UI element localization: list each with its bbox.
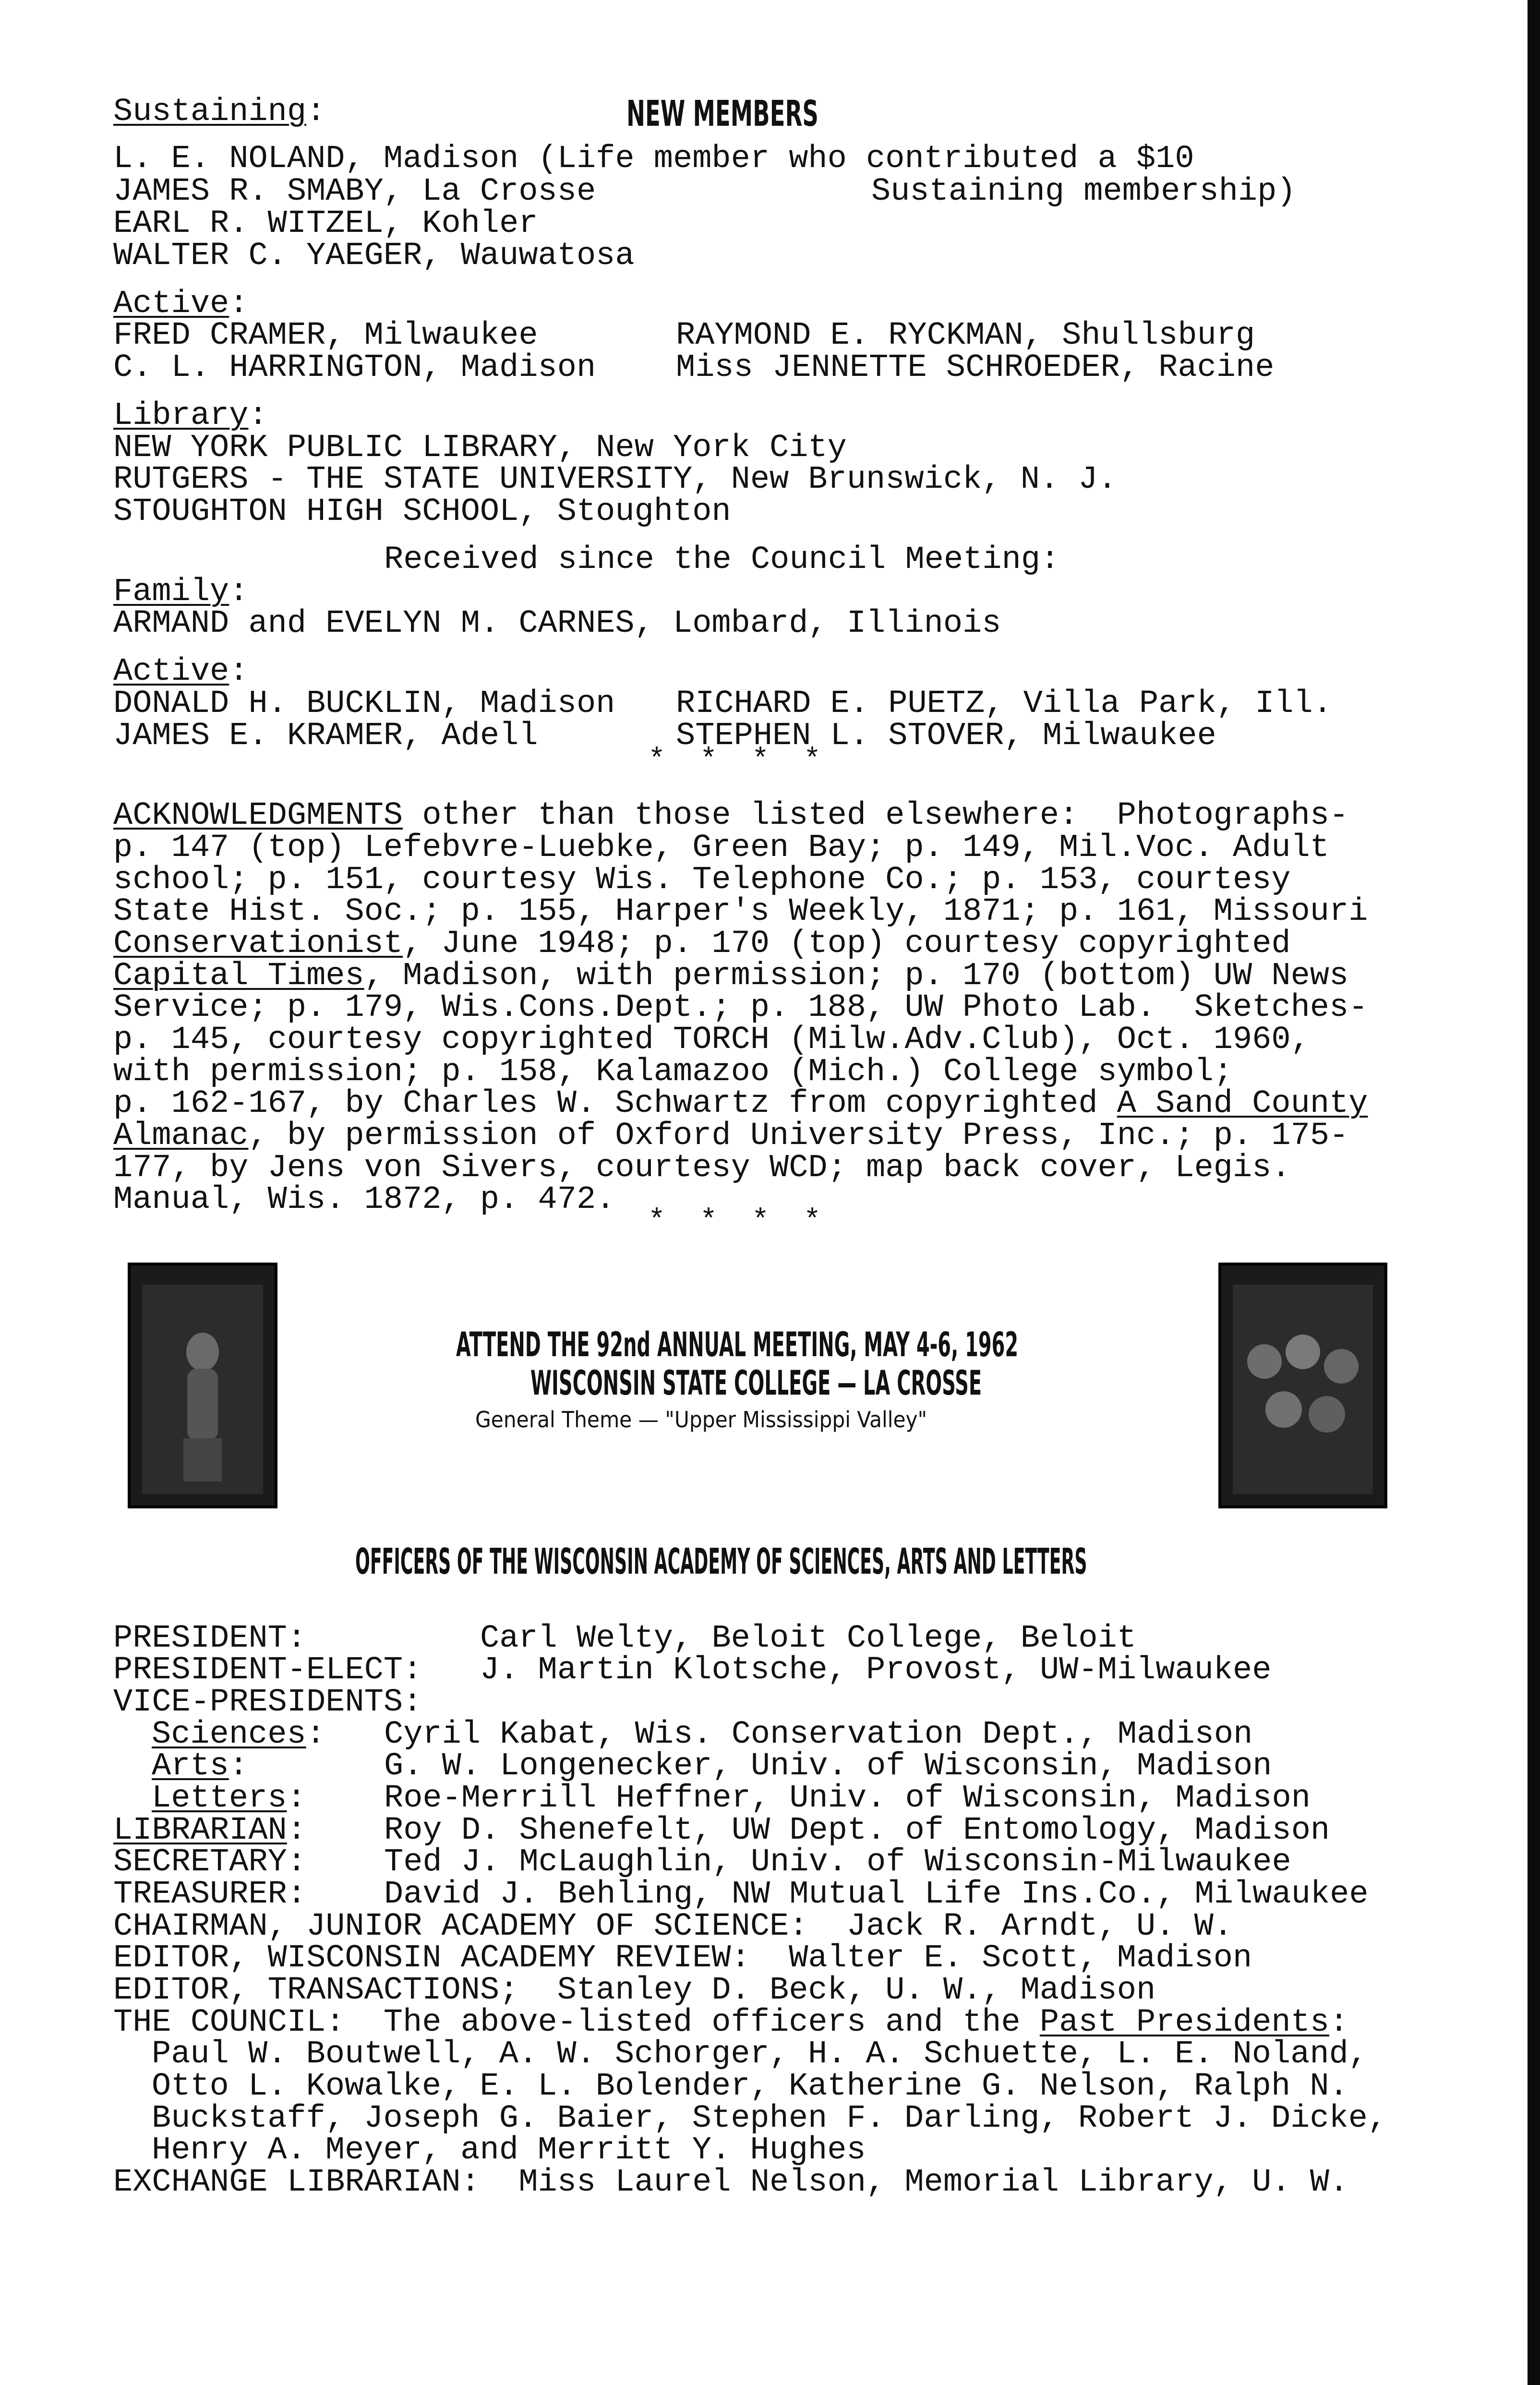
- ack-line: 177, by Jens von Sivers, courtesy WCD; map back cover, Legis.: [113, 1150, 1291, 1186]
- officer-name: David J. Behling, NW Mutual Life Ins.Co., Milwaukee: [384, 1876, 1369, 1913]
- active-member: STEPHEN L. STOVER, Milwaukee: [676, 718, 1216, 754]
- sustaining-line-4: WALTER C. YAEGER, Wauwatosa: [113, 238, 635, 274]
- active-member: Miss JENNETTE SCHROEDER, Racine: [676, 349, 1275, 386]
- ack-line: p. 147 (top) Lefebvre-Luebke, Green Bay; p. 149, Mil.Voc. Adult: [113, 830, 1330, 866]
- active-label-2: Active:: [113, 653, 249, 690]
- past-presidents-line: Otto L. Kowalke, E. L. Bolender, Katherine G. Nelson, Ralph N.: [152, 2068, 1348, 2105]
- ack-line: p. 145, courtesy copyrighted TORCH (Milw.Adv.Club), Oct. 1960,: [113, 1022, 1310, 1058]
- officer-label: PRESIDENT-ELECT:: [113, 1652, 422, 1688]
- ack-line: school; p. 151, courtesy Wis. Telephone Co.; p. 153, courtesy: [113, 862, 1291, 898]
- ack-line: ACKNOWLEDGMENTS other than those listed elsewhere: Photographs-: [113, 797, 1349, 834]
- separator-stars: * * * *: [648, 744, 830, 777]
- ack-line: with permission; p. 158, Kalamazoo (Mich.) College symbol;: [113, 1054, 1233, 1090]
- new-members-heading: NEW MEMBERS: [626, 93, 819, 134]
- page-edge: [1528, 0, 1540, 2385]
- officer-name: Roe-Merrill Heffner, Univ. of Wisconsin, Madison: [384, 1780, 1311, 1817]
- library-label: Library:: [113, 398, 268, 434]
- ack-line: State Hist. Soc.; p. 155, Harper's Weekly, 1871; p. 161, Missouri: [113, 893, 1368, 930]
- officer-label: VICE-PRESIDENTS:: [113, 1684, 422, 1721]
- active-member: FRED CRAMER, Milwaukee: [113, 317, 538, 354]
- sustaining-line-2: JAMES R. SMABY, La Crosse: [113, 173, 596, 210]
- active-member: DONALD H. BUCKLIN, Madison: [113, 686, 615, 722]
- statue-photo: [128, 1263, 277, 1508]
- library-member: RUTGERS - THE STATE UNIVERSITY, New Brunswick, N. J.: [113, 461, 1117, 498]
- meeting-line-2: WISCONSIN STATE COLLEGE — LA CROSSE: [530, 1363, 982, 1403]
- officer-name: Carl Welty, Beloit College, Beloit: [480, 1620, 1137, 1657]
- meeting-theme: General Theme — "Upper Mississippi Valley": [475, 1407, 927, 1433]
- council-line: THE COUNCIL: The above-listed officers and the Past Presidents:: [113, 2004, 1349, 2041]
- library-member: NEW YORK PUBLIC LIBRARY, New York City: [113, 430, 847, 466]
- ack-line: Service; p. 179, Wis.Cons.Dept.; p. 188, UW Photo Lab. Sketches-: [113, 989, 1368, 1026]
- exchange-librarian: EXCHANGE LIBRARIAN: Miss Laurel Nelson, Memorial Library, U. W.: [113, 2164, 1349, 2201]
- officer-name: Roy D. Shenefelt, UW Dept. of Entomology, Madison: [384, 1812, 1330, 1849]
- officer-label: Arts:: [152, 1748, 249, 1784]
- active-member: JAMES E. KRAMER, Adell: [113, 718, 538, 754]
- officer-name: Ted J. McLaughlin, Univ. of Wisconsin-Milwaukee: [384, 1844, 1291, 1880]
- officer-label: TREASURER:: [113, 1876, 307, 1913]
- sustaining-line-1: L. E. NOLAND, Madison (Life member who contributed a $10: [113, 141, 1194, 177]
- officer-label: LIBRARIAN:: [113, 1812, 307, 1849]
- past-presidents-line: Henry A. Meyer, and Merritt Y. Hughes: [152, 2132, 866, 2168]
- officer-name: Cyril Kabat, Wis. Conservation Dept., Madison: [384, 1716, 1253, 1753]
- active-member: RAYMOND E. RYCKMAN, Shullsburg: [676, 317, 1255, 354]
- officer-label: SECRETARY:: [113, 1844, 307, 1880]
- ack-line: p. 162-167, by Charles W. Schwartz from copyrighted A Sand County: [113, 1085, 1368, 1122]
- received-note: Received since the Council Meeting:: [384, 542, 1060, 578]
- ack-line: Almanac, by permission of Oxford University Press, Inc.; p. 175-: [113, 1118, 1349, 1154]
- separator-stars: * * * *: [648, 1205, 830, 1238]
- family-label: Family:: [113, 574, 249, 610]
- officer-name: J. Martin Klotsche, Provost, UW-Milwaukee: [480, 1652, 1272, 1688]
- library-member: STOUGHTON HIGH SCHOOL, Stoughton: [113, 494, 731, 530]
- sculpture-relief-photo: [1218, 1263, 1387, 1508]
- junior-academy-chair: CHAIRMAN, JUNIOR ACADEMY OF SCIENCE: Jack R. Arndt, U. W.: [113, 1908, 1233, 1945]
- review-editor: EDITOR, WISCONSIN ACADEMY REVIEW: Walter E. Scott, Madison: [113, 1940, 1252, 1976]
- sustaining-line-3: EARL R. WITZEL, Kohler: [113, 205, 538, 242]
- family-member: ARMAND and EVELYN M. CARNES, Lombard, Illinois: [113, 605, 1001, 642]
- officer-label: Letters:: [152, 1780, 306, 1817]
- active-member: C. L. HARRINGTON, Madison: [113, 349, 596, 386]
- sustaining-label: Sustaining:: [113, 94, 326, 130]
- transactions-editor: EDITOR, TRANSACTIONS; Stanley D. Beck, U. W., Madison: [113, 1972, 1156, 2009]
- officer-name: G. W. Longenecker, Univ. of Wisconsin, Madison: [384, 1748, 1272, 1784]
- statue-figure-icon: [131, 1265, 275, 1506]
- meeting-line-1: ATTEND THE 92nd ANNUAL MEETING, MAY 4-6, 1962: [456, 1325, 1019, 1364]
- ack-line: Capital Times, Madison, with permission; p. 170 (bottom) UW News: [113, 958, 1349, 994]
- ack-line: Manual, Wis. 1872, p. 472.: [113, 1181, 615, 1218]
- officer-label: PRESIDENT:: [113, 1620, 307, 1657]
- officers-heading: OFFICERS OF THE WISCONSIN ACADEMY OF SCIENCES, ARTS AND LETTERS: [355, 1541, 1087, 1582]
- officer-label: Sciences:: [152, 1716, 325, 1753]
- ack-line: Conservationist, June 1948; p. 170 (top) courtesy copyrighted: [113, 926, 1291, 962]
- active-label: Active:: [113, 286, 249, 322]
- active-member: RICHARD E. PUETZ, Villa Park, Ill.: [676, 686, 1333, 722]
- past-presidents-line: Buckstaff, Joseph G. Baier, Stephen F. Darling, Robert J. Dicke,: [152, 2100, 1387, 2137]
- past-presidents-line: Paul W. Boutwell, A. W. Schorger, H. A. Schuette, L. E. Noland,: [152, 2036, 1368, 2072]
- relief-figures-icon: [1221, 1265, 1384, 1506]
- sustaining-note: Sustaining membership): [871, 173, 1296, 210]
